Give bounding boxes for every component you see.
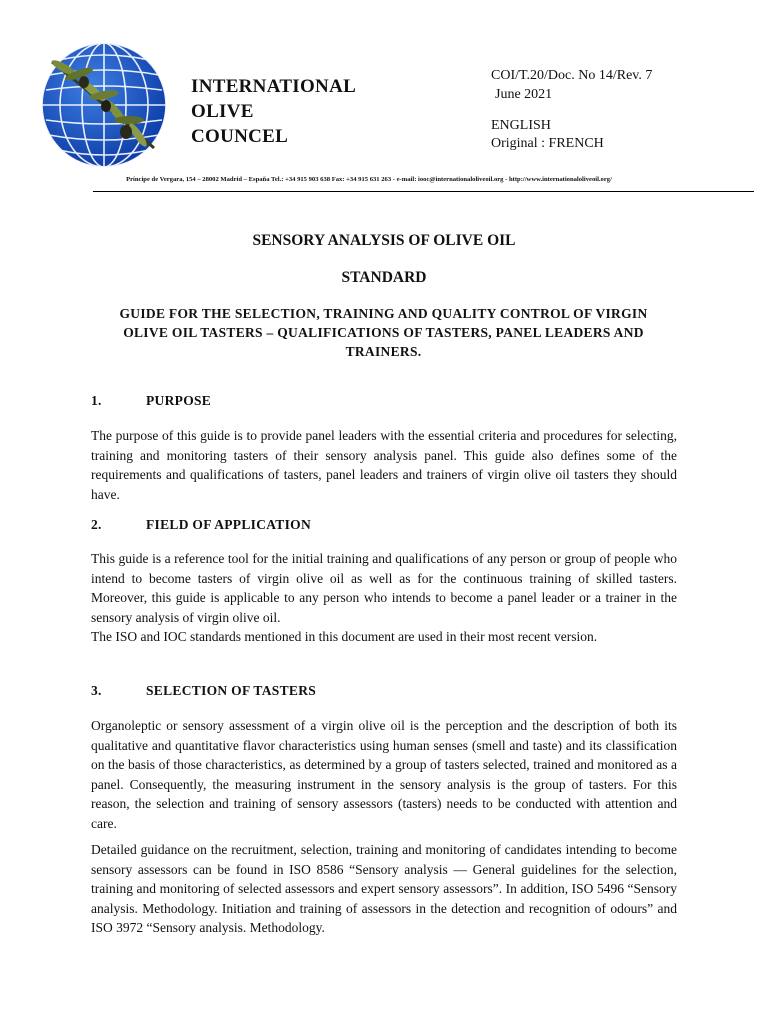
section-heading-purpose xyxy=(91,393,211,409)
org-line-2: OLIVE xyxy=(191,101,254,122)
paragraph: This guide is a reference tool for the initial training and qualifications of any person or group of people who intend to become tasters of virgin olive oil as well as for the continuous training of skilled tasters. Moreover, this guide is applicable to any person who intends to become a panel leader or a trainer in the sensory analysis of virgin olive oil. xyxy=(91,551,677,625)
address-line xyxy=(0,176,768,183)
document-subtitle: GUIDE FOR THE SELECTION, TRAINING AND QUALITY CONTROL OF VIRGIN OLIVE OIL TASTERS – QUALIFICATIONS OF TASTERS, PANEL LEADERS AND TRAINERS. xyxy=(119,306,648,359)
org-line-1: INTERNATIONAL xyxy=(191,76,357,97)
section-title: PURPOSE xyxy=(146,393,212,408)
section-title: SELECTION OF TASTERS xyxy=(146,683,317,698)
language-info xyxy=(491,117,604,153)
paragraph: Organoleptic or sensory assessment of a virgin olive oil is the perception and the description of both its qualitative and quantitative flavor characteristics using human senses (smell and taste) and its classification on the basis of those characteristics, as determined by a group of tasters selected, trained and monitored as a panel. Consequently, the measuring instrument in the sensory analysis is the group of tasters. For this reason, the selection and training of sensory assessors (tasters) needs to be conducted with attention and care. xyxy=(91,718,677,831)
address-text: Príncipe de Vergara, 154 – 28002 Madrid – España Tel.: +34 915 903 638 Fax: +34 915 631 263 - e-mail: iooc@internationaloliveoil.org - http://www.internationaloliveoil.org/ xyxy=(126,176,612,183)
org-line-3: COUNCEL xyxy=(191,126,289,147)
section-number: 3. xyxy=(91,683,102,698)
section-heading-field-of-application xyxy=(91,517,311,533)
paragraph: The purpose of this guide is to provide panel leaders with the essential criteria and procedures for selecting, training and monitoring tasters of their sensory analysis panel. This guide also defines some of the requirements and qualifications of tasters, panel leaders and trainers of virgin olive oil tasters they should have. xyxy=(91,428,677,502)
ioc-logo xyxy=(34,40,174,170)
doc-date: June 2021 xyxy=(495,87,553,102)
globe-olive-branch-icon xyxy=(34,40,174,170)
section-title: FIELD OF APPLICATION xyxy=(146,517,312,532)
doc-ref-number: COI/T.20/Doc. No 14/Rev. 7 xyxy=(491,68,653,83)
original-language: Original : FRENCH xyxy=(491,136,604,151)
document-title: SENSORY ANALYSIS OF OLIVE OIL xyxy=(252,232,516,249)
section-number: 1. xyxy=(91,393,102,408)
document-reference xyxy=(491,66,652,104)
paragraph: Detailed guidance on the recruitment, selection, training and monitoring of candidates intending to become sensory assessors can be found in ISO 8586 “Sensory analysis — General guidelines for the selection, training and monitoring of selected assessors and expert sensory assessors”. In addition, ISO 5496 “Sensory analysis. Methodology. Initiation and training of assessors in the detection and recognition of odours” and ISO 3972 “Sensory analysis. Methodology. xyxy=(91,842,677,935)
paragraph: The ISO and IOC standards mentioned in this document are used in their most recent version. xyxy=(91,629,598,644)
organization-name xyxy=(191,74,356,149)
section-number: 2. xyxy=(91,517,102,532)
language: ENGLISH xyxy=(491,118,551,133)
document-type: STANDARD xyxy=(341,269,427,286)
section-heading-selection-of-tasters xyxy=(91,683,316,699)
header-divider xyxy=(93,191,754,192)
